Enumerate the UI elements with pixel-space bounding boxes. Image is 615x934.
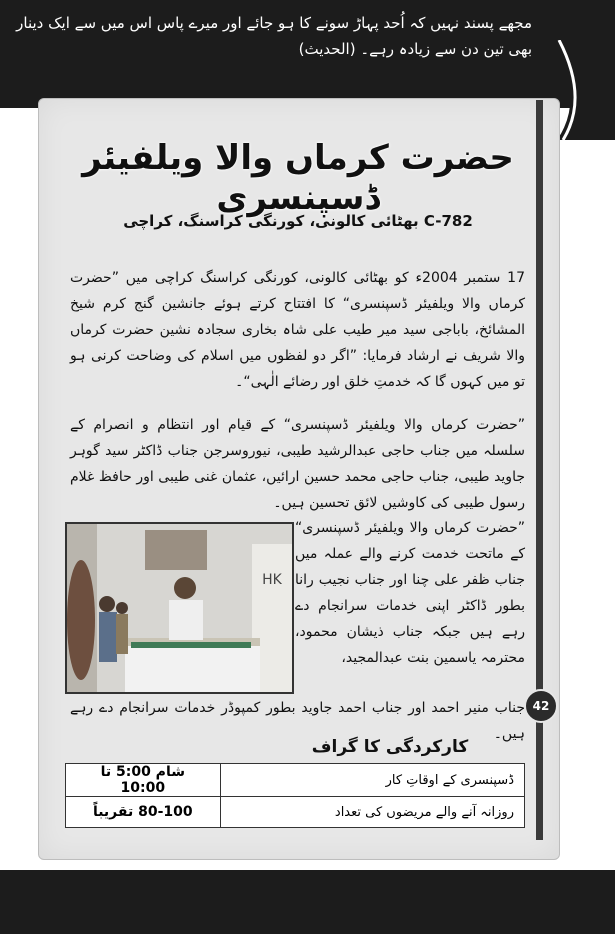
- paragraph-founders: ”حضرت کرماں والا ویلفیئر ڈسپنسری“ کے قیام اور انتظام و انصرام کے سلسلہ میں جناب حاجی عبدالرشید طیبی، نیوروسرجن جناب ڈاکٹر سید گوہر جاوید طیبی، جناب حاجی محمد حسین ارائیں، عثمان غنی طیبی اور حافظ غلام رسول طیبی کی کاوشیں لائق تحسین ہیں۔: [70, 417, 525, 511]
- table-cell-value: شام 5:00 تا 10:00: [66, 764, 221, 797]
- paragraph-staff: ”حضرت کرماں والا ویلفیئر ڈسپنسری“ کے ماتحت خدمت کرنے والے عملہ میں جناب ظفر علی چنا اور جناب نجیب رانا بطور ڈاکٹر اپنی خدمات سرانجام دے رہے ہیں جبکہ جناب ذیشان محمود، محترمہ یاسمین بنت عبدالمجید،: [295, 520, 525, 666]
- dispensary-photo-illustration: [67, 524, 292, 692]
- performance-title: کارکردگی کا گراف: [311, 737, 469, 757]
- table-cell-label: ڈسپنسری کے اوقاتِ کار: [220, 764, 524, 797]
- page-number: 42: [524, 689, 558, 723]
- table-row: [66, 764, 525, 797]
- article-title: حضرت کرماں والا ویلفیئر ڈسپنسری: [82, 138, 514, 218]
- paragraph-inauguration: 17 ستمبر 2004ء کو بھٹائی کالونی، کورنگی کراسنگ کراچی میں ”حضرت کرماں والا ویلفیئر ڈسپنسری“ کا افتتاح کرتے ہوئے جانشین گنج کرم شیخ المشائخ، باباجی سید میر طیب علی شاہ بخاری سجادہ نشین حضرت کرماں والا شریف نے ارشاد فرمایا: ”اگر دو لفظوں میں اسلام کی وضاحت کرنی ہو تو میں کہوں گا کہ خدمتِ خلق اور رضائے الٰہی“۔: [70, 270, 525, 390]
- svg-text:HK: HK: [262, 572, 282, 588]
- table-row: [66, 797, 525, 828]
- bottom-banner: [0, 870, 615, 934]
- paragraph-staff-continued: جناب منیر احمد اور جناب احمد جاوید بطور کمپوڈر خدمات سرانجام دے رہے ہیں۔: [70, 700, 525, 742]
- performance-table: [65, 763, 525, 828]
- table-cell-value: 80-100 تقریباً: [66, 797, 221, 828]
- dispensary-photo: [65, 522, 294, 694]
- hadith-quote: مجھے پسند نہیں کہ اُحد پہاڑ سونے کا ہو جائے اور میرے پاس اس میں سے ایک دینار بھی تین دن سے زیادہ رہے۔ (الحدیث): [16, 14, 532, 59]
- table-cell-label: روزانہ آنے والے مریضوں کی تعداد: [220, 797, 524, 828]
- article-address: C-782 بھٹائی کالونی، کورنگی کراسنگ، کراچی: [123, 212, 473, 230]
